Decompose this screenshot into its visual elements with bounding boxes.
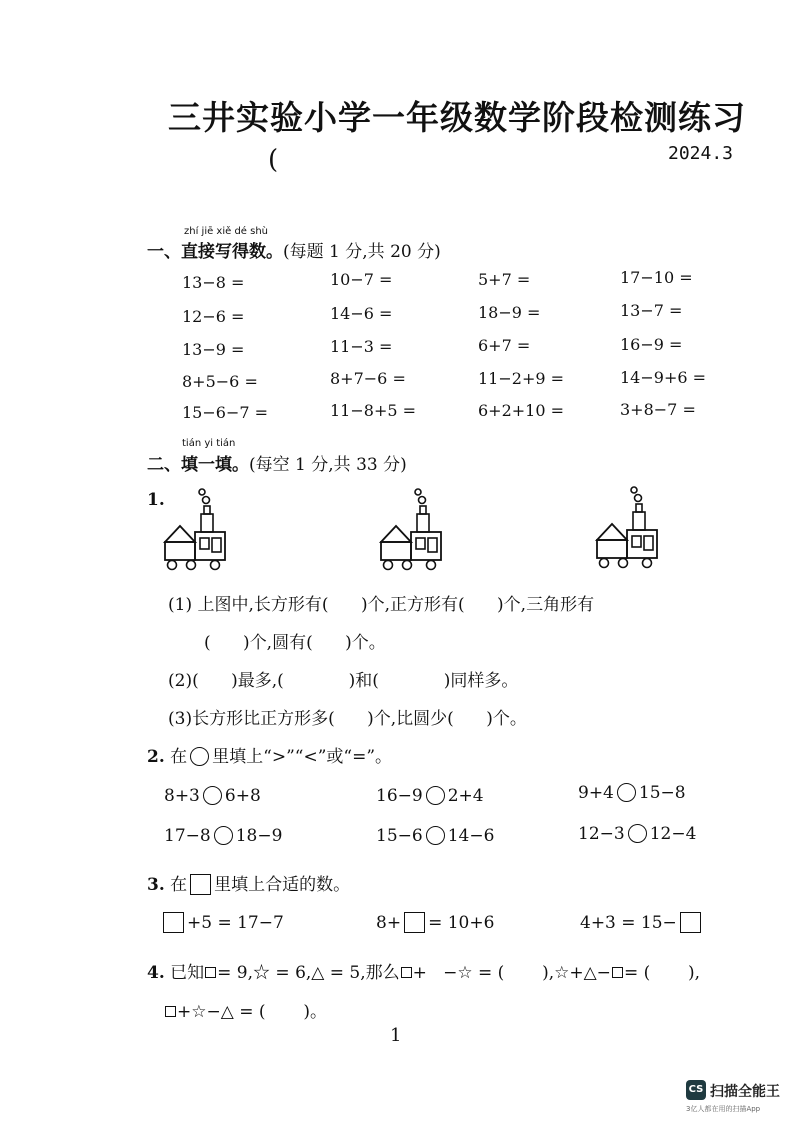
q2-tail: 里填上“>”“<”或“=”。 <box>212 747 393 767</box>
wheel-circle <box>211 561 220 570</box>
q4-text: 已知 <box>170 963 205 983</box>
section2-points: (每空 1 分,共 33 分) <box>249 455 407 475</box>
calc-item: 10−7 = <box>330 270 393 289</box>
train-figure <box>592 484 664 570</box>
window-square <box>200 538 209 549</box>
fill-item <box>376 912 494 933</box>
compare-item <box>164 826 282 846</box>
calc-item: 14−9+6 = <box>620 368 707 387</box>
compare-left: 9+4 <box>578 783 614 803</box>
compare-item <box>376 786 484 806</box>
fill-item <box>160 912 284 933</box>
fill-item <box>580 912 704 933</box>
q1-number: 1. <box>147 490 165 510</box>
wheel-circle <box>643 559 652 568</box>
answer-circle[interactable] <box>203 786 222 805</box>
car-rect <box>165 542 195 560</box>
q3-number: 3. <box>147 875 165 895</box>
wheel-circle <box>427 561 436 570</box>
fill-expr: +5 = 17−7 <box>187 913 284 933</box>
calc-item: 12−6 = <box>182 307 245 326</box>
section1-heading <box>147 237 441 262</box>
section2-heading <box>147 450 407 475</box>
camscanner-logo-icon: CS <box>686 1080 706 1100</box>
q4-text: = 9,☆ = 6,△ = 5,那么 <box>217 963 400 983</box>
answer-box[interactable] <box>680 912 701 933</box>
circle-icon <box>190 747 209 766</box>
fill-expr: 4+3 = 15− <box>580 913 677 933</box>
date: 2024.3 <box>668 143 734 164</box>
compare-item <box>376 826 494 846</box>
wheel-circle <box>187 561 196 570</box>
calc-item: 8+5−6 = <box>182 372 258 391</box>
square-symbol-icon <box>205 967 216 978</box>
train-figure <box>376 486 448 572</box>
square-symbol-icon <box>401 967 412 978</box>
page-number: 1 <box>390 1025 402 1046</box>
answer-circle[interactable] <box>214 826 233 845</box>
page-title: 三井实验小学一年级数学阶段检测练习 <box>168 98 746 137</box>
q3-lead: 在 <box>170 875 188 895</box>
calc-item: 18−9 = <box>478 303 541 322</box>
wheel-circle <box>168 561 177 570</box>
calc-item: 16−9 = <box>620 335 683 354</box>
calc-item: 17−10 = <box>620 268 693 287</box>
compare-right: 6+8 <box>224 786 261 806</box>
compare-right: 2+4 <box>447 786 484 806</box>
smoke-circle <box>419 497 426 504</box>
answer-box[interactable] <box>163 912 184 933</box>
square-symbol-icon <box>165 1006 176 1017</box>
q2-number: 2. <box>147 747 165 767</box>
q3-tail: 里填上合适的数。 <box>214 875 351 895</box>
q4-line1 <box>147 958 700 983</box>
compare-right: 15−8 <box>638 783 686 803</box>
compare-left: 8+3 <box>164 786 200 806</box>
calc-item: 8+7−6 = <box>330 369 406 388</box>
smoke-circle <box>631 487 637 493</box>
brand-name: 扫描全能王 <box>710 1084 780 1100</box>
train-figure <box>160 486 232 572</box>
square-symbol-icon <box>612 967 623 978</box>
answer-box[interactable] <box>404 912 425 933</box>
cab-rect <box>417 514 429 532</box>
title-paren: ( <box>268 145 279 175</box>
square-icon <box>190 874 211 895</box>
compare-left: 15−6 <box>376 826 423 846</box>
q1-line3: (2)( )最多,( )和( )同样多。 <box>168 671 519 691</box>
window-rect <box>212 538 221 552</box>
q4-text: = ( ), <box>623 963 701 983</box>
answer-circle[interactable] <box>617 783 636 802</box>
wheel-circle <box>619 559 628 568</box>
compare-left: 17−8 <box>164 826 211 846</box>
compare-left: 16−9 <box>376 786 423 806</box>
q4-text: + −☆ = ( ),☆+△− <box>412 963 611 983</box>
wheel-circle <box>403 561 412 570</box>
q1-line1: (1) 上图中,长方形有( )个,正方形有( )个,三角形有 <box>168 595 595 615</box>
calc-item: 15−6−7 = <box>182 403 269 422</box>
section2-pinyin: tián yi tián <box>182 438 236 449</box>
calc-item: 6+2+10 = <box>478 401 565 420</box>
chimney-rect <box>636 504 642 512</box>
window-square <box>632 536 641 547</box>
calc-item: 5+7 = <box>478 270 531 289</box>
car-rect <box>381 542 411 560</box>
compare-item <box>578 824 696 844</box>
answer-circle[interactable] <box>628 824 647 843</box>
q3-prompt <box>147 870 350 895</box>
q2-lead: 在 <box>170 747 188 767</box>
cab-rect <box>201 514 213 532</box>
compare-right: 14−6 <box>447 826 495 846</box>
smoke-circle <box>635 495 642 502</box>
calc-item: 11−8+5 = <box>330 401 417 420</box>
car-rect <box>597 540 627 558</box>
calc-item: 14−6 = <box>330 304 393 323</box>
compare-item <box>578 783 686 803</box>
calc-item: 13−9 = <box>182 340 245 359</box>
wheel-circle <box>600 559 609 568</box>
q4-text: +☆−△ = ( )。 <box>177 1002 327 1022</box>
q2-prompt <box>147 742 392 767</box>
compare-left: 12−3 <box>578 824 625 844</box>
window-square <box>416 538 425 549</box>
compare-right: 12−4 <box>649 824 697 844</box>
calc-item: 6+7 = <box>478 336 531 355</box>
calc-item: 11−3 = <box>330 337 393 356</box>
wheel-circle <box>384 561 393 570</box>
roof-triangle <box>597 524 627 540</box>
calc-item: 13−7 = <box>620 301 683 320</box>
compare-right: 18−9 <box>235 826 283 846</box>
section1-points: (每题 1 分,共 20 分) <box>283 242 441 262</box>
chimney-rect <box>420 506 426 514</box>
cab-rect <box>633 512 645 530</box>
smoke-circle <box>199 489 205 495</box>
fill-expr: = 10+6 <box>428 913 495 933</box>
compare-item <box>164 786 261 806</box>
q1-line2: ( )个,圆有( )个。 <box>204 633 386 653</box>
roof-triangle <box>165 526 195 542</box>
calc-item: 11−2+9 = <box>478 369 565 388</box>
section2-heading-text: 二、填一填。 <box>147 455 249 475</box>
q1-line4: (3)长方形比正方形多( )个,比圆少( )个。 <box>168 709 527 729</box>
calc-item: 3+8−7 = <box>620 400 696 419</box>
roof-triangle <box>381 526 411 542</box>
section1-pinyin: zhí jiē xiě dé shù <box>184 226 269 237</box>
section1-heading-text: 一、直接写得数。 <box>147 242 283 262</box>
chimney-rect <box>204 506 210 514</box>
answer-circle[interactable] <box>426 826 445 845</box>
q4-line2 <box>164 997 327 1022</box>
q4-number: 4. <box>147 963 165 983</box>
brand-tagline: 3亿人都在用的扫描App <box>686 1105 761 1113</box>
smoke-circle <box>203 497 210 504</box>
window-rect <box>428 538 437 552</box>
smoke-circle <box>415 489 421 495</box>
answer-circle[interactable] <box>426 786 445 805</box>
calc-item: 13−8 = <box>182 273 245 292</box>
fill-expr: 8+ <box>376 913 402 933</box>
window-rect <box>644 536 653 550</box>
